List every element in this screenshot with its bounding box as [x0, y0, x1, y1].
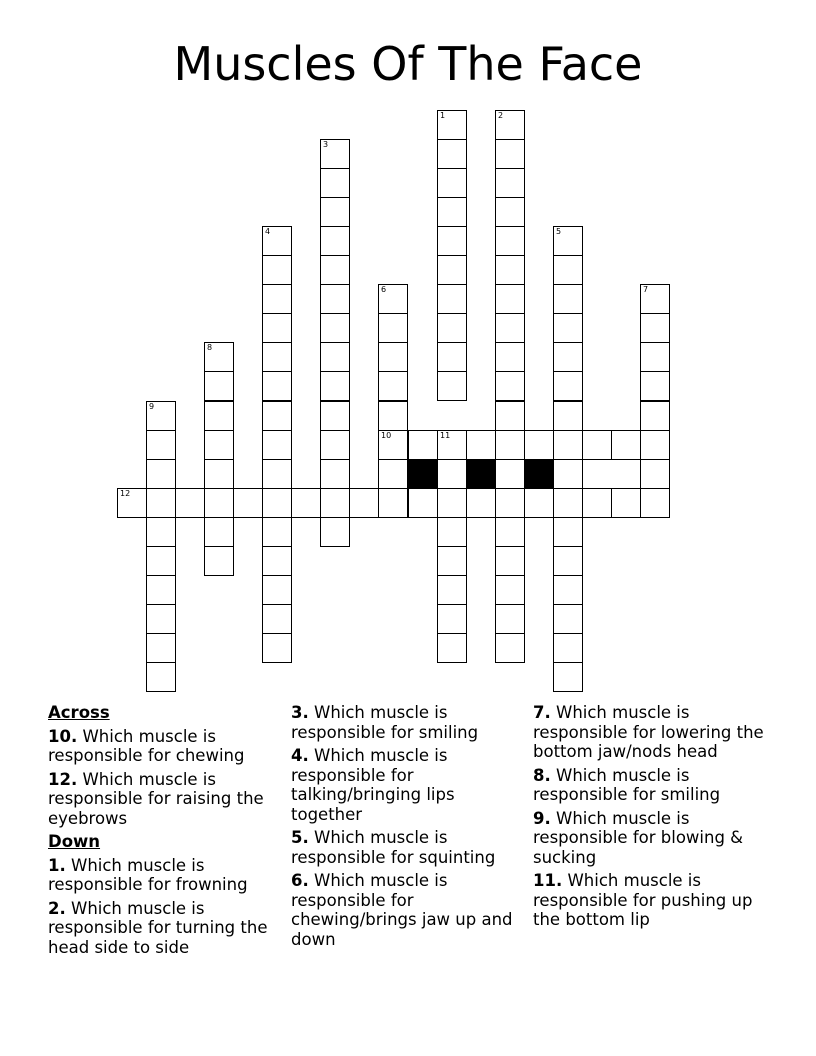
clue-text: Which muscle is responsible for talking/bringing lips together: [291, 746, 455, 824]
grid-cell[interactable]: [378, 401, 408, 431]
grid-cell[interactable]: [524, 430, 554, 460]
clue-number: 5.: [291, 828, 309, 847]
grid-cell[interactable]: [408, 430, 438, 460]
grid-cell[interactable]: [495, 139, 525, 169]
clue-number-label: 9: [149, 402, 155, 411]
grid-cell[interactable]: [495, 342, 525, 372]
grid-cell[interactable]: [553, 459, 583, 489]
clue-column-2: [291, 703, 527, 953]
grid-cell[interactable]: [320, 197, 350, 227]
clue-number-label: 11: [440, 431, 451, 440]
grid-cell[interactable]: [378, 488, 408, 518]
grid-cell[interactable]: [378, 459, 408, 489]
clue-number: 2.: [48, 898, 66, 918]
grid-cell[interactable]: [495, 430, 525, 460]
clue-text: Which muscle is responsible for smiling: [533, 765, 721, 804]
grid-cell[interactable]: [262, 371, 292, 401]
clue-down-3: [291, 703, 527, 742]
grid-cell[interactable]: [204, 546, 234, 576]
grid-cell[interactable]: [437, 430, 467, 460]
clue-text: Which muscle is responsible for lowering the bottom jaw/nods head: [533, 703, 764, 761]
grid-cell[interactable]: [495, 546, 525, 576]
grid-cell[interactable]: [466, 430, 496, 460]
clue-number-label: 5: [556, 227, 562, 236]
down-heading: Down: [48, 832, 101, 851]
grid-cell[interactable]: [495, 168, 525, 198]
grid-cell[interactable]: [553, 662, 583, 692]
clue-number-label: 12: [120, 489, 131, 498]
grid-cell[interactable]: [495, 110, 525, 140]
grid-cell[interactable]: [553, 488, 583, 518]
grid-cell[interactable]: [262, 401, 292, 431]
grid-cell[interactable]: [553, 226, 583, 256]
grid-cell[interactable]: [262, 633, 292, 663]
grid-cell[interactable]: [204, 371, 234, 401]
grid-cell[interactable]: [320, 139, 350, 169]
grid-cell[interactable]: [320, 459, 350, 489]
grid-cell[interactable]: [640, 430, 670, 460]
grid-cell[interactable]: [262, 604, 292, 634]
grid-cell[interactable]: [146, 401, 176, 431]
grid-cell[interactable]: [495, 488, 525, 518]
grid-cell[interactable]: [437, 197, 467, 227]
grid-cell[interactable]: [146, 604, 176, 634]
grid-cell[interactable]: [378, 342, 408, 372]
grid-cell[interactable]: [320, 168, 350, 198]
grid-cell[interactable]: [495, 284, 525, 314]
clue-down-6: [291, 871, 527, 949]
grid-cell[interactable]: [582, 430, 612, 460]
grid-cell[interactable]: [495, 459, 525, 489]
grid-cell[interactable]: [640, 371, 670, 401]
clue-across-12: [48, 770, 284, 829]
grid-cell[interactable]: [204, 401, 234, 431]
clue-number: 12.: [48, 769, 78, 789]
grid-cell[interactable]: [553, 313, 583, 343]
grid-cell[interactable]: [146, 459, 176, 489]
grid-cell[interactable]: [262, 430, 292, 460]
grid-cell[interactable]: [553, 604, 583, 634]
grid-cell[interactable]: [378, 430, 408, 460]
clue-number-label: 8: [207, 343, 213, 352]
grid-cell[interactable]: [495, 401, 525, 431]
grid-cell[interactable]: [553, 284, 583, 314]
grid-cell[interactable]: [262, 342, 292, 372]
clue-number: 1.: [48, 855, 66, 875]
clue-text: Which muscle is responsible for chewing/brings jaw up and down: [291, 871, 513, 949]
black-cell: [466, 459, 496, 489]
grid-cell[interactable]: [437, 633, 467, 663]
grid-cell[interactable]: [437, 488, 467, 518]
black-cell: [408, 459, 438, 489]
grid-cell[interactable]: [320, 371, 350, 401]
grid-cell[interactable]: [320, 226, 350, 256]
clue-across-10: [48, 727, 284, 766]
grid-cell[interactable]: [437, 110, 467, 140]
grid-cell[interactable]: [437, 168, 467, 198]
clue-column-1: [48, 703, 284, 961]
grid-cell[interactable]: [437, 604, 467, 634]
clue-number: 4.: [291, 746, 309, 765]
grid-cell[interactable]: [553, 430, 583, 460]
grid-cell[interactable]: [175, 488, 205, 518]
grid-cell[interactable]: [146, 488, 176, 518]
grid-cell[interactable]: [117, 488, 147, 518]
grid-cell[interactable]: [262, 255, 292, 285]
grid-cell[interactable]: [408, 488, 438, 518]
grid-cell[interactable]: [437, 517, 467, 547]
grid-cell[interactable]: [582, 488, 612, 518]
grid-cell[interactable]: [437, 313, 467, 343]
grid-cell[interactable]: [378, 313, 408, 343]
clue-down-5: [291, 828, 527, 867]
grid-cell[interactable]: [262, 546, 292, 576]
grid-cell[interactable]: [495, 517, 525, 547]
grid-cell[interactable]: [553, 546, 583, 576]
grid-cell[interactable]: [495, 226, 525, 256]
clue-down-1: [48, 856, 284, 895]
grid-cell[interactable]: [262, 517, 292, 547]
grid-cell[interactable]: [146, 575, 176, 605]
clue-text: Which muscle is responsible for raising the eyebrows: [48, 769, 264, 828]
clue-text: Which muscle is responsible for frowning: [48, 855, 248, 894]
clue-number-label: 4: [265, 227, 271, 236]
grid-cell[interactable]: [320, 517, 350, 547]
grid-cell[interactable]: [349, 488, 379, 518]
grid-cell[interactable]: [437, 342, 467, 372]
grid-cell[interactable]: [553, 401, 583, 431]
grid-cell[interactable]: [262, 488, 292, 518]
grid-cell[interactable]: [495, 197, 525, 227]
grid-cell[interactable]: [640, 313, 670, 343]
page-title: Muscles Of The Face: [173, 37, 643, 91]
grid-cell[interactable]: [262, 459, 292, 489]
grid-cell[interactable]: [640, 284, 670, 314]
grid-cell[interactable]: [204, 488, 234, 518]
clue-number-label: 1: [440, 111, 446, 120]
grid-cell[interactable]: [553, 517, 583, 547]
grid-cell[interactable]: [262, 284, 292, 314]
grid-cell[interactable]: [146, 662, 176, 692]
grid-cell[interactable]: [611, 488, 641, 518]
grid-cell[interactable]: [524, 488, 554, 518]
grid-cell[interactable]: [262, 313, 292, 343]
grid-cell[interactable]: [466, 488, 496, 518]
grid-cell[interactable]: [640, 488, 670, 518]
clue-number: 10.: [48, 726, 78, 746]
grid-cell[interactable]: [233, 488, 263, 518]
grid-cell[interactable]: [495, 371, 525, 401]
grid-cell[interactable]: [320, 284, 350, 314]
grid-cell[interactable]: [262, 226, 292, 256]
grid-cell[interactable]: [204, 430, 234, 460]
clue-number: 6.: [291, 871, 309, 890]
grid-cell[interactable]: [437, 139, 467, 169]
grid-cell[interactable]: [611, 430, 641, 460]
grid-cell[interactable]: [553, 342, 583, 372]
grid-cell[interactable]: [437, 255, 467, 285]
clue-number-label: 10: [381, 431, 392, 440]
grid-cell[interactable]: [640, 401, 670, 431]
grid-cell[interactable]: [204, 517, 234, 547]
clue-number-label: 3: [323, 140, 329, 149]
clue-text: Which muscle is responsible for pushing up the bottom lip: [533, 871, 753, 929]
grid-cell[interactable]: [320, 255, 350, 285]
grid-cell[interactable]: [437, 575, 467, 605]
grid-cell[interactable]: [495, 255, 525, 285]
clue-number-label: 6: [381, 285, 387, 294]
grid-cell[interactable]: [146, 633, 176, 663]
grid-cell[interactable]: [495, 604, 525, 634]
grid-cell[interactable]: [437, 284, 467, 314]
grid-cell[interactable]: [320, 401, 350, 431]
clue-number: 3.: [291, 703, 309, 722]
across-heading: Across: [48, 703, 110, 722]
clue-text: Which muscle is responsible for chewing: [48, 726, 245, 765]
clue-number-label: 2: [498, 111, 504, 120]
grid-cell[interactable]: [495, 575, 525, 605]
clue-number: 11.: [533, 871, 563, 890]
grid-cell[interactable]: [291, 488, 321, 518]
grid-cell[interactable]: [320, 342, 350, 372]
clue-column-3: [533, 703, 769, 934]
clue-down-7: [533, 703, 769, 762]
grid-cell[interactable]: [378, 284, 408, 314]
grid-cell[interactable]: [553, 575, 583, 605]
clue-down-11: [533, 871, 769, 930]
grid-cell[interactable]: [495, 313, 525, 343]
clue-number-label: 7: [643, 285, 649, 294]
clue-text: Which muscle is responsible for turning the head side to side: [48, 898, 268, 957]
grid-cell[interactable]: [320, 488, 350, 518]
grid-cell[interactable]: [378, 371, 408, 401]
grid-cell[interactable]: [495, 633, 525, 663]
grid-cell[interactable]: [437, 226, 467, 256]
grid-cell[interactable]: [146, 430, 176, 460]
grid-cell[interactable]: [262, 575, 292, 605]
grid-cell[interactable]: [640, 459, 670, 489]
grid-cell[interactable]: [204, 342, 234, 372]
grid-cell[interactable]: [146, 546, 176, 576]
clue-text: Which muscle is responsible for blowing & sucking: [533, 808, 744, 867]
grid-cell[interactable]: [553, 255, 583, 285]
clue-number: 9.: [533, 808, 551, 828]
grid-cell[interactable]: [640, 342, 670, 372]
grid-cell[interactable]: [437, 459, 467, 489]
grid-cell[interactable]: [204, 459, 234, 489]
grid-cell[interactable]: [437, 371, 467, 401]
grid-cell[interactable]: [320, 313, 350, 343]
grid-cell[interactable]: [437, 546, 467, 576]
grid-cell[interactable]: [553, 633, 583, 663]
clue-text: Which muscle is responsible for smiling: [291, 703, 479, 742]
grid-cell[interactable]: [320, 430, 350, 460]
grid-cell[interactable]: [146, 517, 176, 547]
clue-number: 7.: [533, 703, 551, 722]
clue-text: Which muscle is responsible for squinting: [291, 828, 496, 867]
clue-down-9: [533, 809, 769, 868]
clue-down-8: [533, 766, 769, 805]
clue-down-4: [291, 746, 527, 824]
grid-cell[interactable]: [553, 371, 583, 401]
clue-number: 8.: [533, 765, 551, 785]
black-cell: [524, 459, 554, 489]
clue-down-2: [48, 899, 284, 958]
